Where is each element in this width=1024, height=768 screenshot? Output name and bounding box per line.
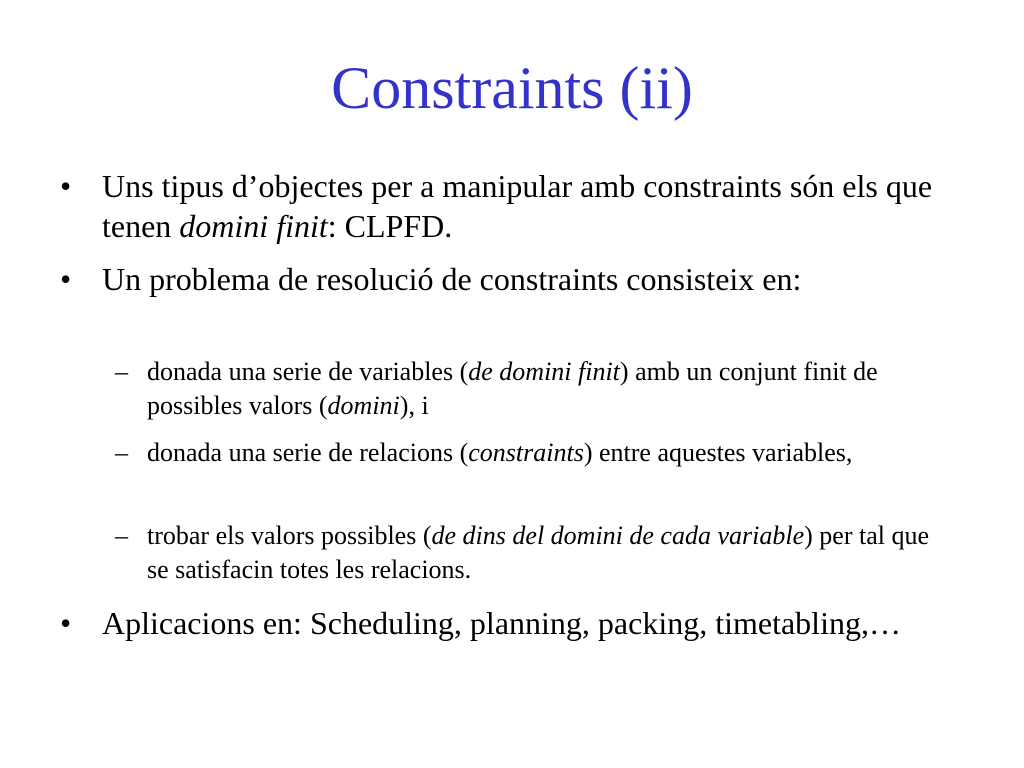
- bullet-text-italic: domini finit: [179, 208, 328, 244]
- bullet-text-part: Uns tipus d’objectes per a manipular amb constraints són els que tenen: [102, 168, 933, 244]
- bullet-item: [60, 603, 962, 643]
- sub-bullet-text-italic: de dins del domini de cada variable: [431, 521, 805, 550]
- slide-title: Constraints (ii): [331, 55, 693, 121]
- dash-marker: –: [115, 438, 128, 467]
- bullet-item: [60, 166, 962, 246]
- sub-bullet-item: [115, 519, 947, 587]
- dash-marker: –: [115, 521, 128, 550]
- sub-bullet-text-italic: constraints: [468, 438, 584, 467]
- bullet-text-part: Aplicacions en: Scheduling, planning, packing, timetabling,…: [102, 605, 901, 641]
- sub-bullet-text-part: donada una serie de relacions (: [147, 438, 469, 467]
- sub-bullet-text-part: trobar els valors possibles (: [147, 521, 432, 550]
- sub-bullet-text-part: ) per tal que se satisfacin totes les relacions.: [147, 521, 930, 584]
- bullet-text-part: : CLPFD.: [327, 208, 453, 244]
- sub-bullet-item: [115, 436, 947, 470]
- bullet-marker: •: [60, 605, 72, 641]
- sub-bullet-text-part: ) entre aquestes variables,: [583, 438, 853, 467]
- dash-marker: –: [115, 357, 128, 386]
- sub-bullet-text-italic: de domini finit: [468, 357, 620, 386]
- sub-bullet-text-part: donada una serie de variables (: [147, 357, 469, 386]
- bullet-marker: •: [60, 261, 72, 297]
- sub-bullet-text-italic: domini: [327, 391, 400, 420]
- sub-bullet-text-part: ) amb un conjunt finit de possibles valors (: [147, 357, 878, 420]
- bullet-item: [60, 259, 962, 299]
- bullet-marker: •: [60, 168, 72, 204]
- sub-bullet-text-part: ), i: [399, 391, 429, 420]
- sub-bullet-item: [115, 355, 947, 423]
- bullet-text-part: Un problema de resolució de constraints consisteix en:: [102, 261, 802, 297]
